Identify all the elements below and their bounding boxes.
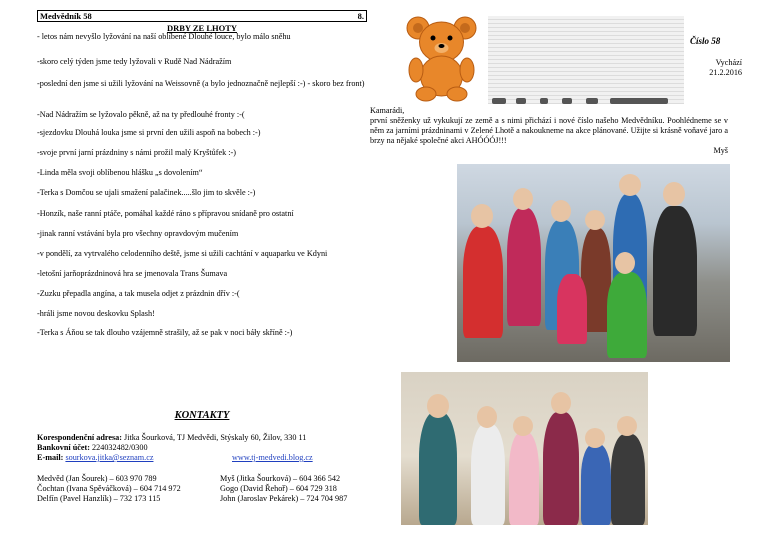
drby-title: DRBY ZE LHOTY [166, 23, 238, 33]
address-line [37, 433, 367, 443]
signature: Myš [713, 146, 728, 155]
drby-item: -letošní jarňoprázdninová hra se jmenovala Trans Šumava [37, 269, 228, 278]
phone-entry: Medvěd (Jan Šourek) – 603 970 789 [37, 474, 157, 483]
email-link[interactable]: sourkova.jitka@seznam.cz [65, 453, 154, 462]
drby-item: -Nad Nádražím se lyžovalo pěkně, až na ty předlouhé fronty :-( [37, 110, 245, 119]
drby-item: -skoro celý týden jsme tedy lyžovali v Rudě Nad Nádražím [37, 57, 232, 66]
drby-item: -Terka s Domčou se ujali smažení palačinek.....šlo jim to skvěle :-) [37, 188, 256, 197]
drby-item: -svoje první jarní prázdniny s námi prožil malý Kryštůfek :-) [37, 148, 236, 157]
page-number: 8. [357, 11, 364, 21]
drby-item: - letos nám nevyšlo lyžování na naší oblíbené Dlouhé louce, bylo málo sněhu [37, 32, 291, 41]
issue-number: Číslo 58 [690, 36, 721, 46]
drby-item: -Zuzku přepadla angína, a tak musela odjet z prázdnin dřív :-( [37, 289, 240, 298]
published-label: Vychází [715, 58, 742, 67]
drby-item: -v pondělí, za vytrvalého celodenního deště, jsme si užili cachtání v aquaparku ve Kdyni [37, 249, 328, 258]
title-banner [488, 16, 684, 104]
phone-entry: Čochtan (Ivana Spěváčková) – 604 714 972 [37, 484, 181, 493]
drby-item: -poslední den jsme si užili lyžování na Weissovně (a bylo jednoznačně nejlepší :-) - skoro bez front) [37, 79, 365, 88]
address-value: Jitka Šourková, TJ Medvědi, Stýskaly 60, Žilov, 330 11 [122, 433, 307, 442]
phone-entry: Delfín (Pavel Hanzlík) – 732 173 115 [37, 494, 161, 503]
bank-line [37, 443, 148, 453]
drby-item: -Linda měla svoji oblíbenou hlášku „s dovolením“ [37, 168, 203, 177]
phone-list-right [220, 474, 347, 504]
page-header [37, 10, 367, 22]
group-photo-indoor [401, 372, 648, 525]
phone-entry: Gogo (David Řehoř) – 604 729 318 [220, 484, 337, 493]
drby-item: -sjezdovku Dlouhá louka jsme si první den užili aspoň na bobech :-) [37, 128, 261, 137]
drby-item: -Terka s Áňou se tak dlouho vzájemně strašily, až se pak v noci báły skříně :-) [37, 328, 293, 337]
phone-list-left [37, 474, 181, 504]
group-photo-outdoor [457, 164, 730, 362]
right-page [370, 0, 768, 543]
drby-item: -hráli jsme novou deskovku Splash! [37, 309, 155, 318]
email-line [37, 453, 153, 463]
address-label: Korespondenční adresa: [37, 433, 122, 442]
intro-text: Kamarádi, první sněženky už vykukují ze země a s nimi přichází i nové číslo našeho Medvědníku. Poohlédneme se v něm za jarními prázdninami v Zelené Lhotě a nakoukneme na akce plánované. Užijte si krásně voňavé jaro a brzy na nějaké společné akci AHÓÓÓJ!!! [370, 106, 728, 145]
teddy-bear-icon [404, 14, 479, 102]
bank-value: 224032482/0300 [90, 443, 148, 452]
bank-label: Bankovní účet: [37, 443, 90, 452]
phone-entry: John (Jaroslav Pekárek) – 724 704 987 [220, 494, 348, 503]
kontakty-title: KONTAKTY [174, 410, 230, 421]
published-date: 21.2.2016 [709, 68, 742, 77]
email-label: E-mail: [37, 453, 64, 462]
left-page [0, 0, 378, 543]
header-title: Medvědník 58 [40, 11, 92, 21]
web-line [232, 453, 313, 463]
drby-item: -jinak ranní vstávání byla pro všechny opravdovým mučením [37, 229, 239, 238]
publication-info [684, 58, 742, 78]
drby-item: -Honzík, naše ranní ptáče, pomáhal každé ráno s přípravou snídaně pro ostatní [37, 209, 294, 218]
web-link[interactable]: www.tj-medvedi.blog.cz [232, 453, 313, 462]
phone-entry: Myš (Jitka Šourková) – 604 366 542 [220, 474, 341, 483]
